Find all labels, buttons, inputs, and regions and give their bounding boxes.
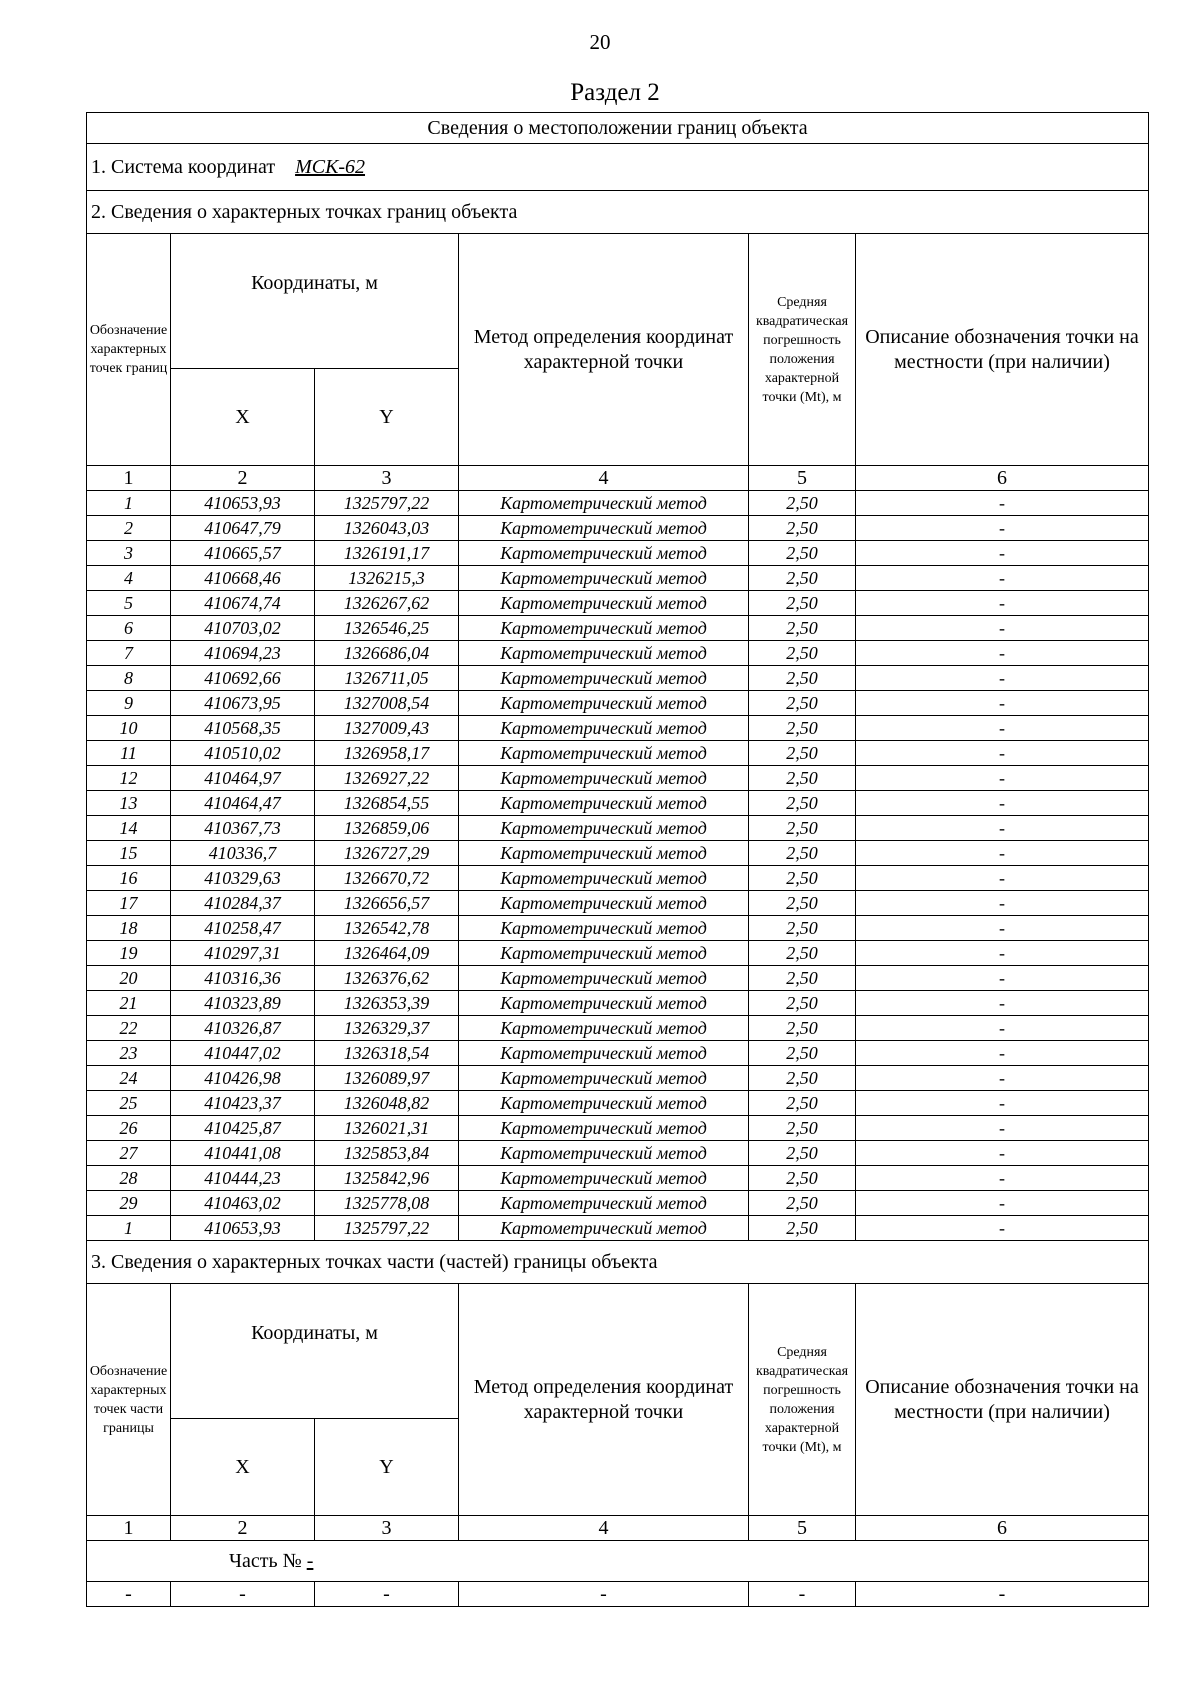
point-row xyxy=(87,691,1149,716)
method: Картометрический метод xyxy=(459,1016,749,1041)
description: - xyxy=(856,891,1149,916)
part-cell: - xyxy=(87,1582,171,1607)
point-number: 23 xyxy=(87,1041,171,1066)
point-number: 19 xyxy=(87,941,171,966)
coord-y: 1326215,3 xyxy=(315,566,459,591)
coord-y: 1325842,96 xyxy=(315,1166,459,1191)
point-row xyxy=(87,641,1149,666)
column-number: 5 xyxy=(749,1516,856,1541)
coord-y: 1327009,43 xyxy=(315,716,459,741)
method: Картометрический метод xyxy=(459,666,749,691)
point-number: 26 xyxy=(87,1116,171,1141)
column-number: 3 xyxy=(315,1516,459,1541)
point-row xyxy=(87,516,1149,541)
coord-y: 1326191,17 xyxy=(315,541,459,566)
point-row xyxy=(87,866,1149,891)
point-number: 29 xyxy=(87,1191,171,1216)
coord-y: 1326711,05 xyxy=(315,666,459,691)
description: - xyxy=(856,1041,1149,1066)
description: - xyxy=(856,716,1149,741)
header-method: Метод определения координат характерной точки xyxy=(459,234,749,466)
accuracy: 2,50 xyxy=(749,766,856,791)
column-number: 1 xyxy=(87,1516,171,1541)
accuracy: 2,50 xyxy=(749,841,856,866)
point-row xyxy=(87,566,1149,591)
header-point-designation: Обозначение характерных точек границ xyxy=(87,234,171,466)
accuracy: 2,50 xyxy=(749,666,856,691)
coord-y: 1326656,57 xyxy=(315,891,459,916)
point-number: 5 xyxy=(87,591,171,616)
method: Картометрический метод xyxy=(459,516,749,541)
point-row xyxy=(87,1191,1149,1216)
column-number: 6 xyxy=(856,466,1149,491)
table-title: Сведения о местоположении границ объекта xyxy=(87,113,1149,144)
accuracy: 2,50 xyxy=(749,1191,856,1216)
accuracy: 2,50 xyxy=(749,866,856,891)
coord-system-row xyxy=(87,144,1149,191)
column-number: 2 xyxy=(171,1516,315,1541)
description: - xyxy=(856,541,1149,566)
part-cell: - xyxy=(856,1582,1149,1607)
coord-y: 1326854,55 xyxy=(315,791,459,816)
description: - xyxy=(856,991,1149,1016)
description: - xyxy=(856,566,1149,591)
accuracy: 2,50 xyxy=(749,591,856,616)
accuracy: 2,50 xyxy=(749,1166,856,1191)
coord-x: 410423,37 xyxy=(171,1091,315,1116)
accuracy: 2,50 xyxy=(749,1041,856,1066)
coord-y: 1325797,22 xyxy=(315,491,459,516)
coord-x: 410692,66 xyxy=(171,666,315,691)
coord-y: 1326670,72 xyxy=(315,866,459,891)
coord-x: 410673,95 xyxy=(171,691,315,716)
coord-x: 410316,36 xyxy=(171,966,315,991)
point-number: 20 xyxy=(87,966,171,991)
section-title: Раздел 2 xyxy=(570,79,660,106)
parts-header-x: X xyxy=(171,1419,315,1516)
column-number: 4 xyxy=(459,466,749,491)
method: Картометрический метод xyxy=(459,541,749,566)
coord-x: 410258,47 xyxy=(171,916,315,941)
description: - xyxy=(856,491,1149,516)
coord-y: 1326048,82 xyxy=(315,1091,459,1116)
part-cell: - xyxy=(315,1582,459,1607)
accuracy: 2,50 xyxy=(749,516,856,541)
part-cell: - xyxy=(749,1582,856,1607)
point-row xyxy=(87,541,1149,566)
point-number: 8 xyxy=(87,666,171,691)
coord-y: 1326353,39 xyxy=(315,991,459,1016)
coord-y: 1326464,09 xyxy=(315,941,459,966)
accuracy: 2,50 xyxy=(749,616,856,641)
point-row xyxy=(87,1116,1149,1141)
point-number: 27 xyxy=(87,1141,171,1166)
coord-x: 410284,37 xyxy=(171,891,315,916)
accuracy: 2,50 xyxy=(749,1116,856,1141)
method: Картометрический метод xyxy=(459,941,749,966)
point-number: 13 xyxy=(87,791,171,816)
method: Картометрический метод xyxy=(459,616,749,641)
accuracy: 2,50 xyxy=(749,791,856,816)
point-number: 28 xyxy=(87,1166,171,1191)
coord-y: 1326318,54 xyxy=(315,1041,459,1066)
point-number: 3 xyxy=(87,541,171,566)
method: Картометрический метод xyxy=(459,841,749,866)
coord-y: 1326958,17 xyxy=(315,741,459,766)
method: Картометрический метод xyxy=(459,916,749,941)
method: Картометрический метод xyxy=(459,766,749,791)
description: - xyxy=(856,516,1149,541)
coord-y: 1326089,97 xyxy=(315,1066,459,1091)
coord-y: 1326542,78 xyxy=(315,916,459,941)
point-row xyxy=(87,741,1149,766)
coord-system-value: МСК-62 xyxy=(295,155,366,178)
point-number: 2 xyxy=(87,516,171,541)
coord-x: 410367,73 xyxy=(171,816,315,841)
coord-x: 410674,74 xyxy=(171,591,315,616)
coord-x: 410323,89 xyxy=(171,991,315,1016)
point-number: 4 xyxy=(87,566,171,591)
coord-x: 410668,46 xyxy=(171,566,315,591)
point-number: 15 xyxy=(87,841,171,866)
coord-x: 410444,23 xyxy=(171,1166,315,1191)
description: - xyxy=(856,916,1149,941)
accuracy: 2,50 xyxy=(749,966,856,991)
description: - xyxy=(856,1066,1149,1091)
accuracy: 2,50 xyxy=(749,941,856,966)
description: - xyxy=(856,1016,1149,1041)
description: - xyxy=(856,1116,1149,1141)
method: Картометрический метод xyxy=(459,741,749,766)
point-number: 11 xyxy=(87,741,171,766)
coord-y: 1326727,29 xyxy=(315,841,459,866)
point-number: 7 xyxy=(87,641,171,666)
coord-y: 1326043,03 xyxy=(315,516,459,541)
coord-x: 410694,23 xyxy=(171,641,315,666)
description: - xyxy=(856,616,1149,641)
description: - xyxy=(856,591,1149,616)
accuracy: 2,50 xyxy=(749,1091,856,1116)
coord-x: 410425,87 xyxy=(171,1116,315,1141)
point-number: 12 xyxy=(87,766,171,791)
coord-x: 410665,57 xyxy=(171,541,315,566)
point-row xyxy=(87,1066,1149,1091)
point-row xyxy=(87,941,1149,966)
point-row xyxy=(87,1166,1149,1191)
point-number: 6 xyxy=(87,616,171,641)
point-number: 1 xyxy=(87,1216,171,1241)
method: Картометрический метод xyxy=(459,1116,749,1141)
parts-header-y: Y xyxy=(315,1419,459,1516)
description: - xyxy=(856,966,1149,991)
coord-y: 1326021,31 xyxy=(315,1116,459,1141)
coord-y: 1326927,22 xyxy=(315,766,459,791)
description: - xyxy=(856,941,1149,966)
point-row xyxy=(87,916,1149,941)
point-number: 21 xyxy=(87,991,171,1016)
point-row xyxy=(87,666,1149,691)
coord-x: 410647,79 xyxy=(171,516,315,541)
method: Картометрический метод xyxy=(459,1141,749,1166)
method: Картометрический метод xyxy=(459,991,749,1016)
column-number: 2 xyxy=(171,466,315,491)
accuracy: 2,50 xyxy=(749,566,856,591)
parts-header-point-designation: Обозначение характерных точек части границы xyxy=(87,1284,171,1516)
coord-x: 410426,98 xyxy=(171,1066,315,1091)
point-row xyxy=(87,891,1149,916)
description: - xyxy=(856,666,1149,691)
method: Картометрический метод xyxy=(459,491,749,516)
point-number: 16 xyxy=(87,866,171,891)
coord-y: 1327008,54 xyxy=(315,691,459,716)
point-number: 17 xyxy=(87,891,171,916)
header-y: Y xyxy=(315,369,459,466)
point-row xyxy=(87,1141,1149,1166)
header-description: Описание обозначения точки на местности (при наличии) xyxy=(856,234,1149,466)
accuracy: 2,50 xyxy=(749,1216,856,1241)
part-cell: - xyxy=(171,1582,315,1607)
accuracy: 2,50 xyxy=(749,916,856,941)
points-section-title: 2. Сведения о характерных точках границ объекта xyxy=(87,191,1149,234)
coord-x: 410441,08 xyxy=(171,1141,315,1166)
point-row xyxy=(87,791,1149,816)
column-numbers-row xyxy=(87,466,1149,491)
method: Картометрический метод xyxy=(459,716,749,741)
parts-header-method: Метод определения координат характерной точки xyxy=(459,1284,749,1516)
column-number: 4 xyxy=(459,1516,749,1541)
method: Картометрический метод xyxy=(459,1066,749,1091)
coord-y: 1326859,06 xyxy=(315,816,459,841)
point-number: 1 xyxy=(87,491,171,516)
point-row xyxy=(87,1041,1149,1066)
description: - xyxy=(856,841,1149,866)
header-x: X xyxy=(171,369,315,466)
point-row xyxy=(87,841,1149,866)
description: - xyxy=(856,1166,1149,1191)
method: Картометрический метод xyxy=(459,591,749,616)
coord-x: 410653,93 xyxy=(171,491,315,516)
accuracy: 2,50 xyxy=(749,541,856,566)
point-row xyxy=(87,491,1149,516)
accuracy: 2,50 xyxy=(749,641,856,666)
coord-x: 410464,97 xyxy=(171,766,315,791)
method: Картометрический метод xyxy=(459,1191,749,1216)
accuracy: 2,50 xyxy=(749,891,856,916)
accuracy: 2,50 xyxy=(749,991,856,1016)
point-row xyxy=(87,766,1149,791)
point-row xyxy=(87,716,1149,741)
accuracy: 2,50 xyxy=(749,1066,856,1091)
accuracy: 2,50 xyxy=(749,1141,856,1166)
point-row xyxy=(87,966,1149,991)
point-row xyxy=(87,1091,1149,1116)
coord-x: 410703,02 xyxy=(171,616,315,641)
description: - xyxy=(856,1091,1149,1116)
method: Картометрический метод xyxy=(459,691,749,716)
point-number: 9 xyxy=(87,691,171,716)
point-number: 18 xyxy=(87,916,171,941)
method: Картометрический метод xyxy=(459,641,749,666)
point-number: 10 xyxy=(87,716,171,741)
point-number: 24 xyxy=(87,1066,171,1091)
coord-x: 410653,93 xyxy=(171,1216,315,1241)
boundary-table xyxy=(86,112,1149,1607)
parts-header-description: Описание обозначения точки на местности (при наличии) xyxy=(856,1284,1149,1516)
description: - xyxy=(856,1216,1149,1241)
part-cell: - xyxy=(459,1582,749,1607)
point-number: 22 xyxy=(87,1016,171,1041)
description: - xyxy=(856,1141,1149,1166)
method: Картометрический метод xyxy=(459,1166,749,1191)
point-number: 25 xyxy=(87,1091,171,1116)
point-row xyxy=(87,991,1149,1016)
coord-x: 410464,47 xyxy=(171,791,315,816)
coord-x: 410463,02 xyxy=(171,1191,315,1216)
description: - xyxy=(856,691,1149,716)
method: Картометрический метод xyxy=(459,1041,749,1066)
column-number: 6 xyxy=(856,1516,1149,1541)
coord-y: 1325778,08 xyxy=(315,1191,459,1216)
part-number-row xyxy=(87,1541,1149,1582)
point-row xyxy=(87,616,1149,641)
part-data-row xyxy=(87,1582,1149,1607)
point-number: 14 xyxy=(87,816,171,841)
method: Картометрический метод xyxy=(459,966,749,991)
coord-y: 1326546,25 xyxy=(315,616,459,641)
column-number: 5 xyxy=(749,466,856,491)
coord-x: 410447,02 xyxy=(171,1041,315,1066)
coord-y: 1326267,62 xyxy=(315,591,459,616)
part-value: - xyxy=(306,1549,314,1572)
description: - xyxy=(856,766,1149,791)
column-number: 1 xyxy=(87,466,171,491)
coord-y: 1326376,62 xyxy=(315,966,459,991)
coord-x: 410510,02 xyxy=(171,741,315,766)
coord-x: 410297,31 xyxy=(171,941,315,966)
accuracy: 2,50 xyxy=(749,816,856,841)
point-row xyxy=(87,1016,1149,1041)
header-coordinates: Координаты, м xyxy=(171,234,459,369)
coord-x: 410329,63 xyxy=(171,866,315,891)
header-accuracy: Средняя квадратическая погрешность положения характерной точки (Mt), м xyxy=(749,234,856,466)
method: Картометрический метод xyxy=(459,1216,749,1241)
coord-y: 1325853,84 xyxy=(315,1141,459,1166)
point-row xyxy=(87,816,1149,841)
method: Картометрический метод xyxy=(459,866,749,891)
method: Картометрический метод xyxy=(459,891,749,916)
point-row xyxy=(87,591,1149,616)
accuracy: 2,50 xyxy=(749,491,856,516)
coord-y: 1326329,37 xyxy=(315,1016,459,1041)
description: - xyxy=(856,816,1149,841)
parts-section-title: 3. Сведения о характерных точках части (частей) границы объекта xyxy=(87,1241,1149,1284)
method: Картометрический метод xyxy=(459,816,749,841)
accuracy: 2,50 xyxy=(749,1016,856,1041)
method: Картометрический метод xyxy=(459,791,749,816)
parts-header-accuracy: Средняя квадратическая погрешность положения характерной точки (Mt), м xyxy=(749,1284,856,1516)
method: Картометрический метод xyxy=(459,566,749,591)
coord-x: 410326,87 xyxy=(171,1016,315,1041)
point-row xyxy=(87,1216,1149,1241)
accuracy: 2,50 xyxy=(749,716,856,741)
description: - xyxy=(856,741,1149,766)
coord-y: 1325797,22 xyxy=(315,1216,459,1241)
coord-x: 410336,7 xyxy=(171,841,315,866)
point-rows xyxy=(87,491,1149,1241)
coord-x: 410568,35 xyxy=(171,716,315,741)
description: - xyxy=(856,791,1149,816)
page-number: 20 xyxy=(589,30,611,54)
part-label: Часть № xyxy=(229,1549,302,1572)
coord-y: 1326686,04 xyxy=(315,641,459,666)
method: Картометрический метод xyxy=(459,1091,749,1116)
accuracy: 2,50 xyxy=(749,741,856,766)
description: - xyxy=(856,641,1149,666)
accuracy: 2,50 xyxy=(749,691,856,716)
parts-column-numbers-row xyxy=(87,1516,1149,1541)
parts-header-coordinates: Координаты, м xyxy=(171,1284,459,1419)
coord-system-label: 1. Система координат xyxy=(91,155,276,178)
description: - xyxy=(856,866,1149,891)
description: - xyxy=(856,1191,1149,1216)
column-number: 3 xyxy=(315,466,459,491)
